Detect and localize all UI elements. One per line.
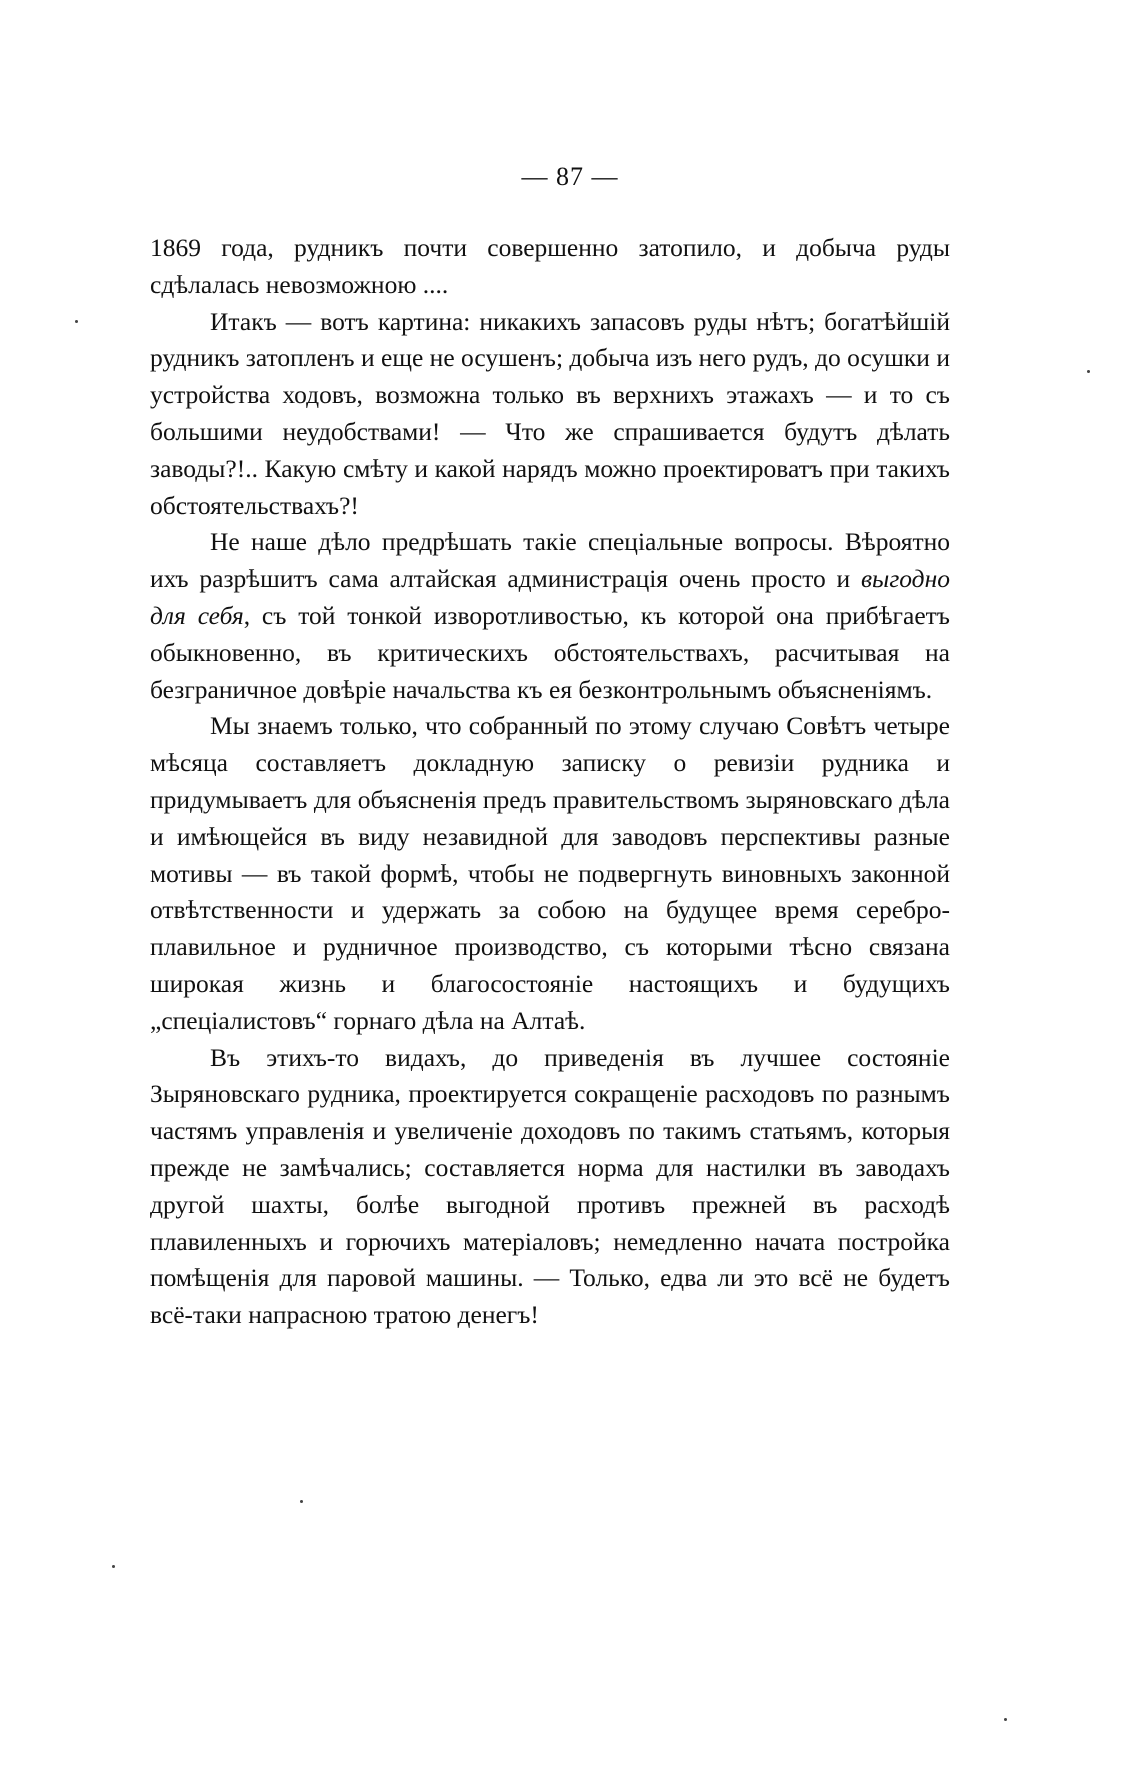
scan-speck: [300, 1500, 303, 1503]
paragraph-5: [150, 1040, 950, 1334]
scan-speck: [112, 1565, 115, 1568]
paragraph-5-text: Въ этихъ-то видахъ, до приведенія въ лучшее состояніе Зыряновскаго рудника, проектируется сокращеніе расходовъ по разнымъ частямъ управленія и увеличеніе доходовъ по такимъ статьямъ, которыя прежде не замѣчались; составляется норма для настилки въ заводахъ другой шахты, болѣе выгодной противъ прежней въ расходѣ плавиленныхъ и горючихъ матеріаловъ; немедленно начата постройка помѣщенія для паровой машины. — Только, едва ли это всё не будетъ всё-таки напрасною тратою денегъ!: [150, 1042, 950, 1330]
paragraph-3-italic-phrase: выгодно для себя: [150, 564, 950, 630]
page-number: — 87 —: [521, 162, 619, 191]
paragraph-4-text: Мы знаемъ только, что собранный по этому случаю Совѣтъ четыре мѣсяца составляетъ докладную записку о ревизіи рудника и придумываетъ для объясненія предъ правительствомъ зыряновскаго дѣла и имѣющейся въ виду незавидной для заводовъ перспективы разные мотивы — въ такой формѣ, чтобы не подвергнуть виновныхъ законной отвѣтственности и удержать за собою на будущее время серебро-плавильное и рудничное производство, съ которыми тѣсно связана широкая жизнь и благосостояніе настоящихъ и будущихъ „спеціалистовъ“ горнаго дѣла на Алтаѣ.: [150, 711, 950, 1035]
paragraph-1: [150, 230, 950, 304]
paragraph-4: [150, 708, 950, 1039]
body-text: [150, 230, 950, 1334]
paragraph-1-text: 1869 года, рудникъ почти совершенно затопило, и добыча руды сдѣлалась невозможною ....: [150, 233, 950, 299]
paragraph-3: [150, 524, 950, 708]
paragraph-3-text-a: Не наше дѣло предрѣшать такіе спеціальные вопросы. Вѣроятно ихъ разрѣшитъ сама алтайская администрація очень просто и: [150, 527, 950, 594]
paragraph-3-text-b: , съ той тонкой изворотливостью, къ которой она прибѣгаетъ обыкновенно, въ критическихъ обстоятельствахъ, расчитывая на безграничное довѣріе начальства къ ея безконтрольнымъ объясненіямъ.: [150, 600, 950, 704]
scan-speck: [1087, 370, 1090, 373]
scan-speck: [1004, 1718, 1007, 1721]
scan-speck: [75, 320, 78, 323]
paragraph-2: [150, 304, 950, 525]
paragraph-2-text: Итакъ — вотъ картина: никакихъ запасовъ руды нѣтъ; богатѣйшій рудникъ затопленъ и еще не осушенъ; добыча изъ него рудъ, до осушки и устройства ходовъ, возможна только въ верхнихъ этажахъ — и то съ большими неудобствами! — Что же спрашивается будутъ дѣлать заводы?!.. Какую смѣту и какой нарядъ можно проектироватъ при такихъ обстоятельствахъ?!: [150, 306, 950, 520]
